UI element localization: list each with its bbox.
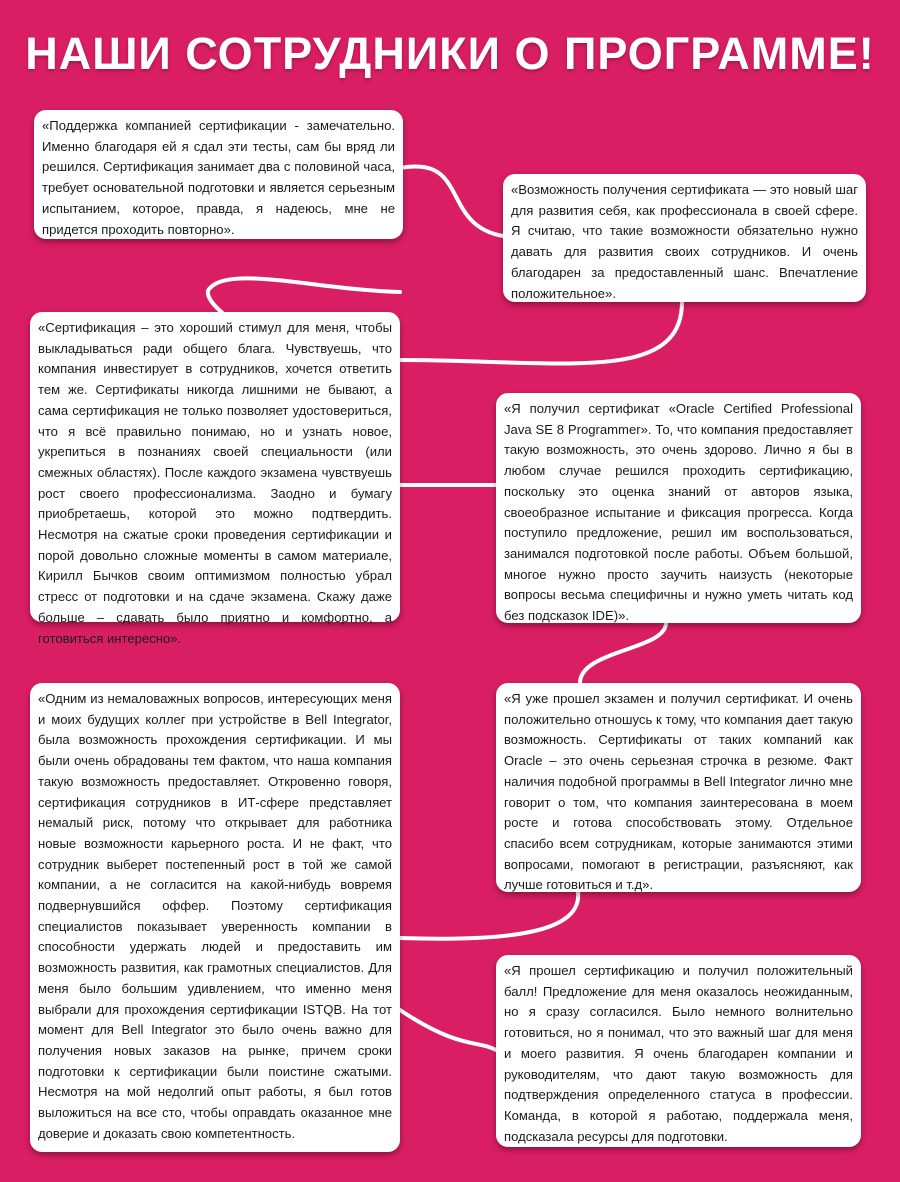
testimonial-text: «Поддержка компанией сертификации - замечательно. Именно благодаря ей я сдал эти тесты, сам бы вряд ли решился. Сертификация занимает два с половиной часа, требует основательной подготовки и является серьезным испытанием, которое, правда, я надеюсь, мне не придется проходить повторно». [42,118,395,237]
testimonial-card [30,312,400,646]
connector-5-6 [400,892,578,939]
testimonial-card [496,955,861,1147]
testimonial-text: «Я уже прошел экзамен и получил сертификат. И очень положительно отношусь к тому, что компания дает такую возможность. Сертификаты от таких компаний как Oracle – это очень серьезная строчка в резюме. Факт наличия подобной программы в Bell Integrator лично мне говорит о том, что компания заинтересована в моем росте и готова способствовать этому. Отдельное спасибо всем сотрудникам, которые занимаются этими вопросами, помогают в регистрации, разъясняют, как лучше готовиться и т.д». [504,691,853,893]
testimonial-card [34,110,403,239]
testimonial-text: «Одним из немаловажных вопросов, интересующих меня и моих будущих коллег при устройстве в Bell Integrator, была возможность прохождения сертификации. И мы были очень обрадованы тем фактом, что наша компания такую возможность предоставляет. Откровенно говоря, сертификация сотрудников в ИТ-сфере представляет немалый риск, потому что открывает для работника новые возможности карьерного роста. И не факт, что сотрудник выберет постепенный рост в той же самой компании, а не согласится на какой-нибудь вовремя подвернувшийся оффер. Поэтому сертификация специалистов показывает уверенность компании в способности удержать людей и предоставить им возможность развития, как грамотных специалистов. Для меня было большим удивлением, что именно меня выбрали для прохождения сертификации ISTQB. На тот момент для Bell Integrator это было очень важно для получения новых заказов на рынке, причем сроки подготовки к сертификации были поистине сжатыми. Несмотря на мой недолгий опыт работы, я был готов выложиться на все сто, чтобы оправдать оказанное мне доверие и доказать свою компетентность. [38,691,392,1141]
connector-1-2 [400,166,503,236]
testimonial-text: «Возможность получения сертификата — это новый шаг для развития себя, как профессионала в своей сфере. Я считаю, что такие возможности обязательно нужно давать для развития своих сотрудников. И очень благодарен за предоставленный шанс. Впечатление положительное». [511,182,858,301]
testimonial-card [503,174,866,302]
connector-4-6 [580,623,666,683]
page-title: НАШИ СОТРУДНИКИ О ПРОГРАММЕ! [25,28,875,79]
testimonial-text: «Сертификация – это хороший стимул для меня, чтобы выкладываться ради общего блага. Чувствуешь, что компания инвестирует в сотрудников, хочется ответить тем же. Сертификаты никогда лишними не бывают, а сама сертификация не только позволяет удостовериться, что я всё правильно понимаю, но и узнать новое, укрепиться в познаниях своей специальности (или смежных областях). После каждого экзамена чувствуешь рост своего профессионализма. Заодно и бумагу приобретаешь, которой это можно подтвердить. Несмотря на сжатые сроки проведения сертификации и порой довольно сложные моменты в самом материале, Кирилл Бычков своим оптимизмом полностью убрал стресс от подготовки и на сдаче экзамена. Скажу даже больше – сдавать было приятно и комфортно, а готовиться интересно». [38,320,392,646]
testimonial-card [30,683,400,1152]
connector-5-7 [400,1010,496,1050]
testimonial-text: «Я получил сертификат «Oracle Certified Professional Java SE 8 Programmer». То, что компания предоставляет такую возможность, это очень здорово. Лично я бы в любом случае решился проходить сертификацию, поскольку это оценка знаний от авторов языка, своеобразное испытание и фиксация прогресса. Когда поступило предложение, решил им воспользоваться, занимался подготовкой после работы. Объем большой, многое нужно просто заучить наизусть (некоторые вопросы весьма специфичны и нужно уметь читать код без подсказок IDE)». [504,401,853,624]
testimonial-text: «Я прошел сертификацию и получил положительный балл! Предложение для меня оказалось неожиданным, но я сразу согласился. Было немного волнительно готовиться, но я понимал, что это важный шаг для меня и моего развития. Я очень благодарен компании и руководителям, что дают такую возможность для подтверждения определенного статуса в профессии. Команда, в которой я работаю, поддержала меня, подсказала ресурсы для подготовки. [504,963,853,1144]
testimonial-card [496,683,861,892]
testimonial-card [496,393,861,623]
